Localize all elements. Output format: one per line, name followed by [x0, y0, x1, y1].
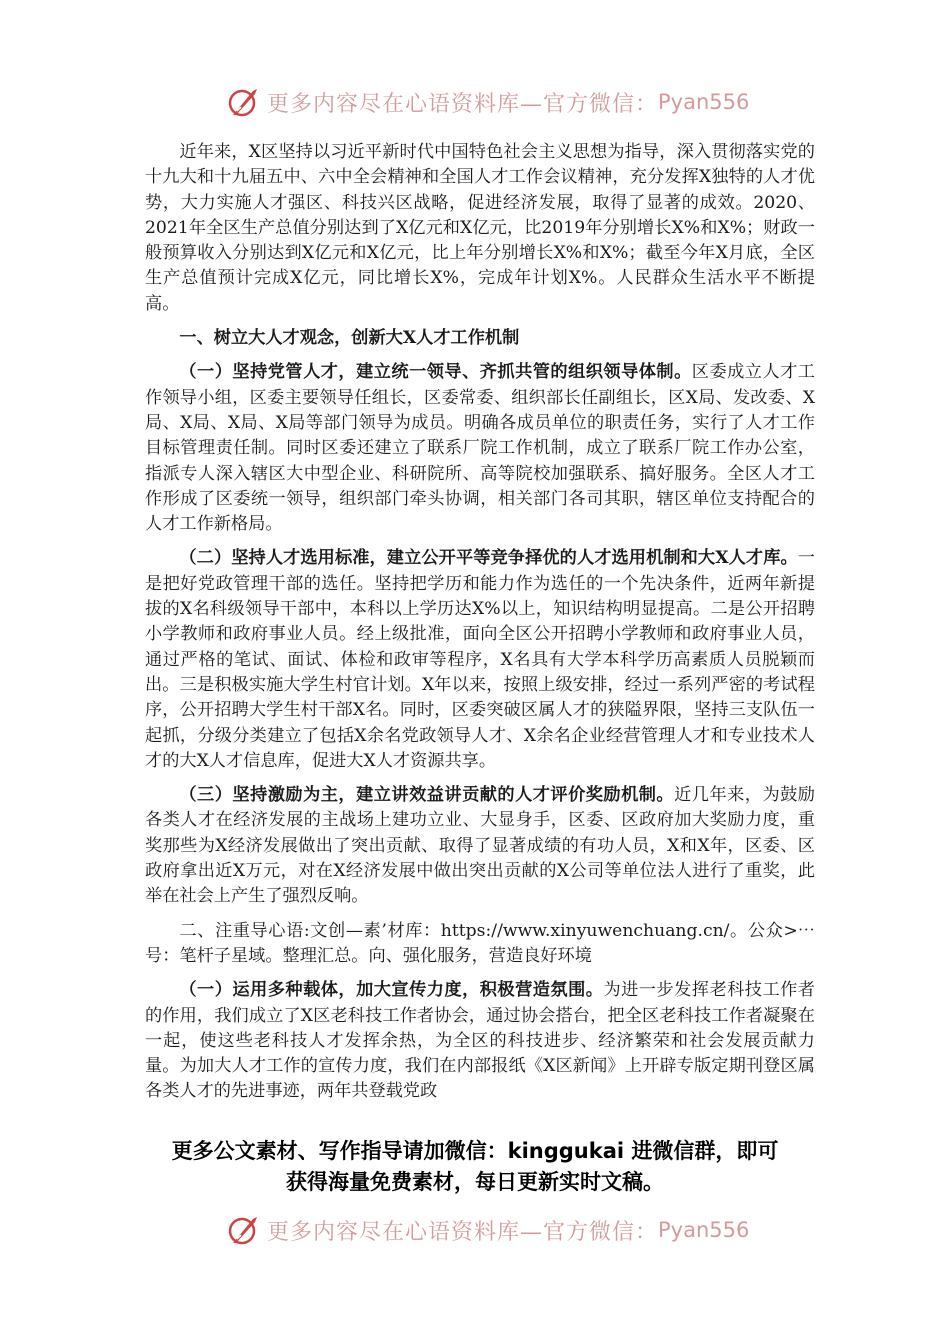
section-1-item-3-body: 近几年来，为鼓励各类人才在经济发展的主战场上建功立业、大显身手，区委、区政府加大奖励力度，重奖那些为X经济发展做出了突出贡献、取得了显著成绩的有功人员，X和X年，区委、区政府拿出近X万元，对在X经济发展中做出突出贡献的X公司等单位法人进行了重奖，此举在社会上产生了强烈反响。: [145, 785, 815, 907]
header-banner: [0, 80, 950, 124]
section-1-item-2-body: 一是把好党政管理干部的选任。坚持把学历和能力作为选任的一个先决条件，近两年新提拔的X名科级领导干部中，本科以上学历达X%以上，知识结构明显提高。二是公开招聘小学教师和政府事业人员。经上级批准，面向全区公开招聘小学教师和政府事业人员，通过严格的笔试、面试、体检和政审等程序，X名具有大学本科学历高素质人员脱颖而出。三是积极实施大学生村官计划。X年以来，按照上级安排，经过一系列严密的考试程序，公开招聘大学生村干部X名。同时，区委突破区属人才的狭隘界限，坚持三支队伍一起抓，分级分类建立了包括X余名党政领导人才、X余名企业经营管理人才和专业技术人才的大X人才信息库，促进大X人才资源共享。: [145, 548, 815, 771]
section-1-heading-text: 一、树立大人才观念，创新大X人才工作机制: [179, 328, 520, 349]
section-1-item-1: [145, 360, 815, 537]
footer-banner-inner: [227, 1212, 749, 1248]
promo-line-1: 更多公文素材、写作指导请加微信：kinggukai 进微信群，即可: [171, 1139, 779, 1163]
footer-wechat-id: Pyan556: [658, 1218, 750, 1242]
section-1-item-2-lead: （二）坚持人才选用标准，建立公开平等竞争择优的人才选用机制和大X人才库。: [179, 548, 798, 569]
intro-paragraph: 近年来，X区坚持以习近平新时代中国特色社会主义思想为指导，深入贯彻落实党的十九大和十九届五中、六中全会精神和全国人才工作会议精神，充分发挥X独特的人才优势，大力实施人才强区、科技兴区战略，促进经济发展，取得了显著的成效。2020、2021年全区生产总值分别达到了X亿元和X亿元，比2019年分别增长X%和X%；财政一般预算收入分别达到X亿元和X亿元，比上年分别增长X%和X%；截至今年X月底，全区生产总值预计完成X亿元，同比增长X%，完成年计划X%。人民群众生活水平不断提高。: [145, 142, 815, 314]
header-banner-text: 更多内容尽在心语资料库—官方微信：: [267, 91, 659, 117]
section-2-item-1: [145, 978, 815, 1104]
header-wechat-id: Pyan556: [658, 90, 750, 114]
section-1-item-2: [145, 546, 815, 774]
quill-pen-icon: [227, 85, 261, 119]
quill-pen-icon: [227, 1213, 261, 1247]
footer-banner: [0, 1208, 950, 1252]
section-1-item-1-body: 区委成立人才工作领导小组，区委主要领导任组长，区委常委、组织部长任副组长，区X局、发改委、X局、X局、X局、X局等部门领导为成员。明确各成员单位的职责任务，实行了人才工作目标管理责任制。同时区委还建立了联系厂院工作机制，成立了联系厂院工作办公室，指派专人深入辖区大中型企业、科研院所、高等院校加强联系、搞好服务。全区人才工作形成了区委统一领导，组织部门牵头协调，相关部门各司其职，辖区单位支持配合的人才工作新格局。: [145, 362, 815, 535]
section-2-heading: 二、注重导心语:文创—素’材库：https://www.xinyuwenchuang.cn/。公众>⋯号：笔杆子星域。整理汇总。向、强化服务，营造良好环境: [145, 920, 815, 966]
section-1-heading: [145, 326, 815, 351]
section-1-item-1-lead: （一）坚持党管人才，建立统一领导、齐抓共管的组织领导体制。: [179, 362, 692, 383]
footer-banner-text: 更多内容尽在心语资料库—官方微信：: [267, 1219, 659, 1245]
section-1-item-3: [145, 783, 815, 909]
document-body: [145, 140, 815, 1114]
section-2-item-1-lead: （一）运用多种载体，加大宣传力度，积极营造氛围。: [179, 980, 604, 1001]
promo-notice: [0, 1136, 950, 1198]
section-1-item-3-lead: （三）坚持激励为主，建立讲效益讲贡献的人才评价奖励机制。: [179, 785, 675, 806]
promo-line-2: 获得海量免费素材，每日更新实时文稿。: [286, 1170, 664, 1194]
header-banner-inner: [227, 84, 749, 120]
section-2-item-1-body: 为进一步发挥老科技工作者的作用，我们成立了X区老科技工作者协会，通过协会搭台，把全区老科技工作者凝聚在一起，使这些老科技人才发挥余热，为全区的科技进步、经济繁荣和社会发展贡献力量。为加大人才工作的宣传力度，我们在内部报纸《X区新闻》上开辟专版定期刊登区属各类人才的先进事迹，两年共登载党政: [145, 980, 815, 1102]
